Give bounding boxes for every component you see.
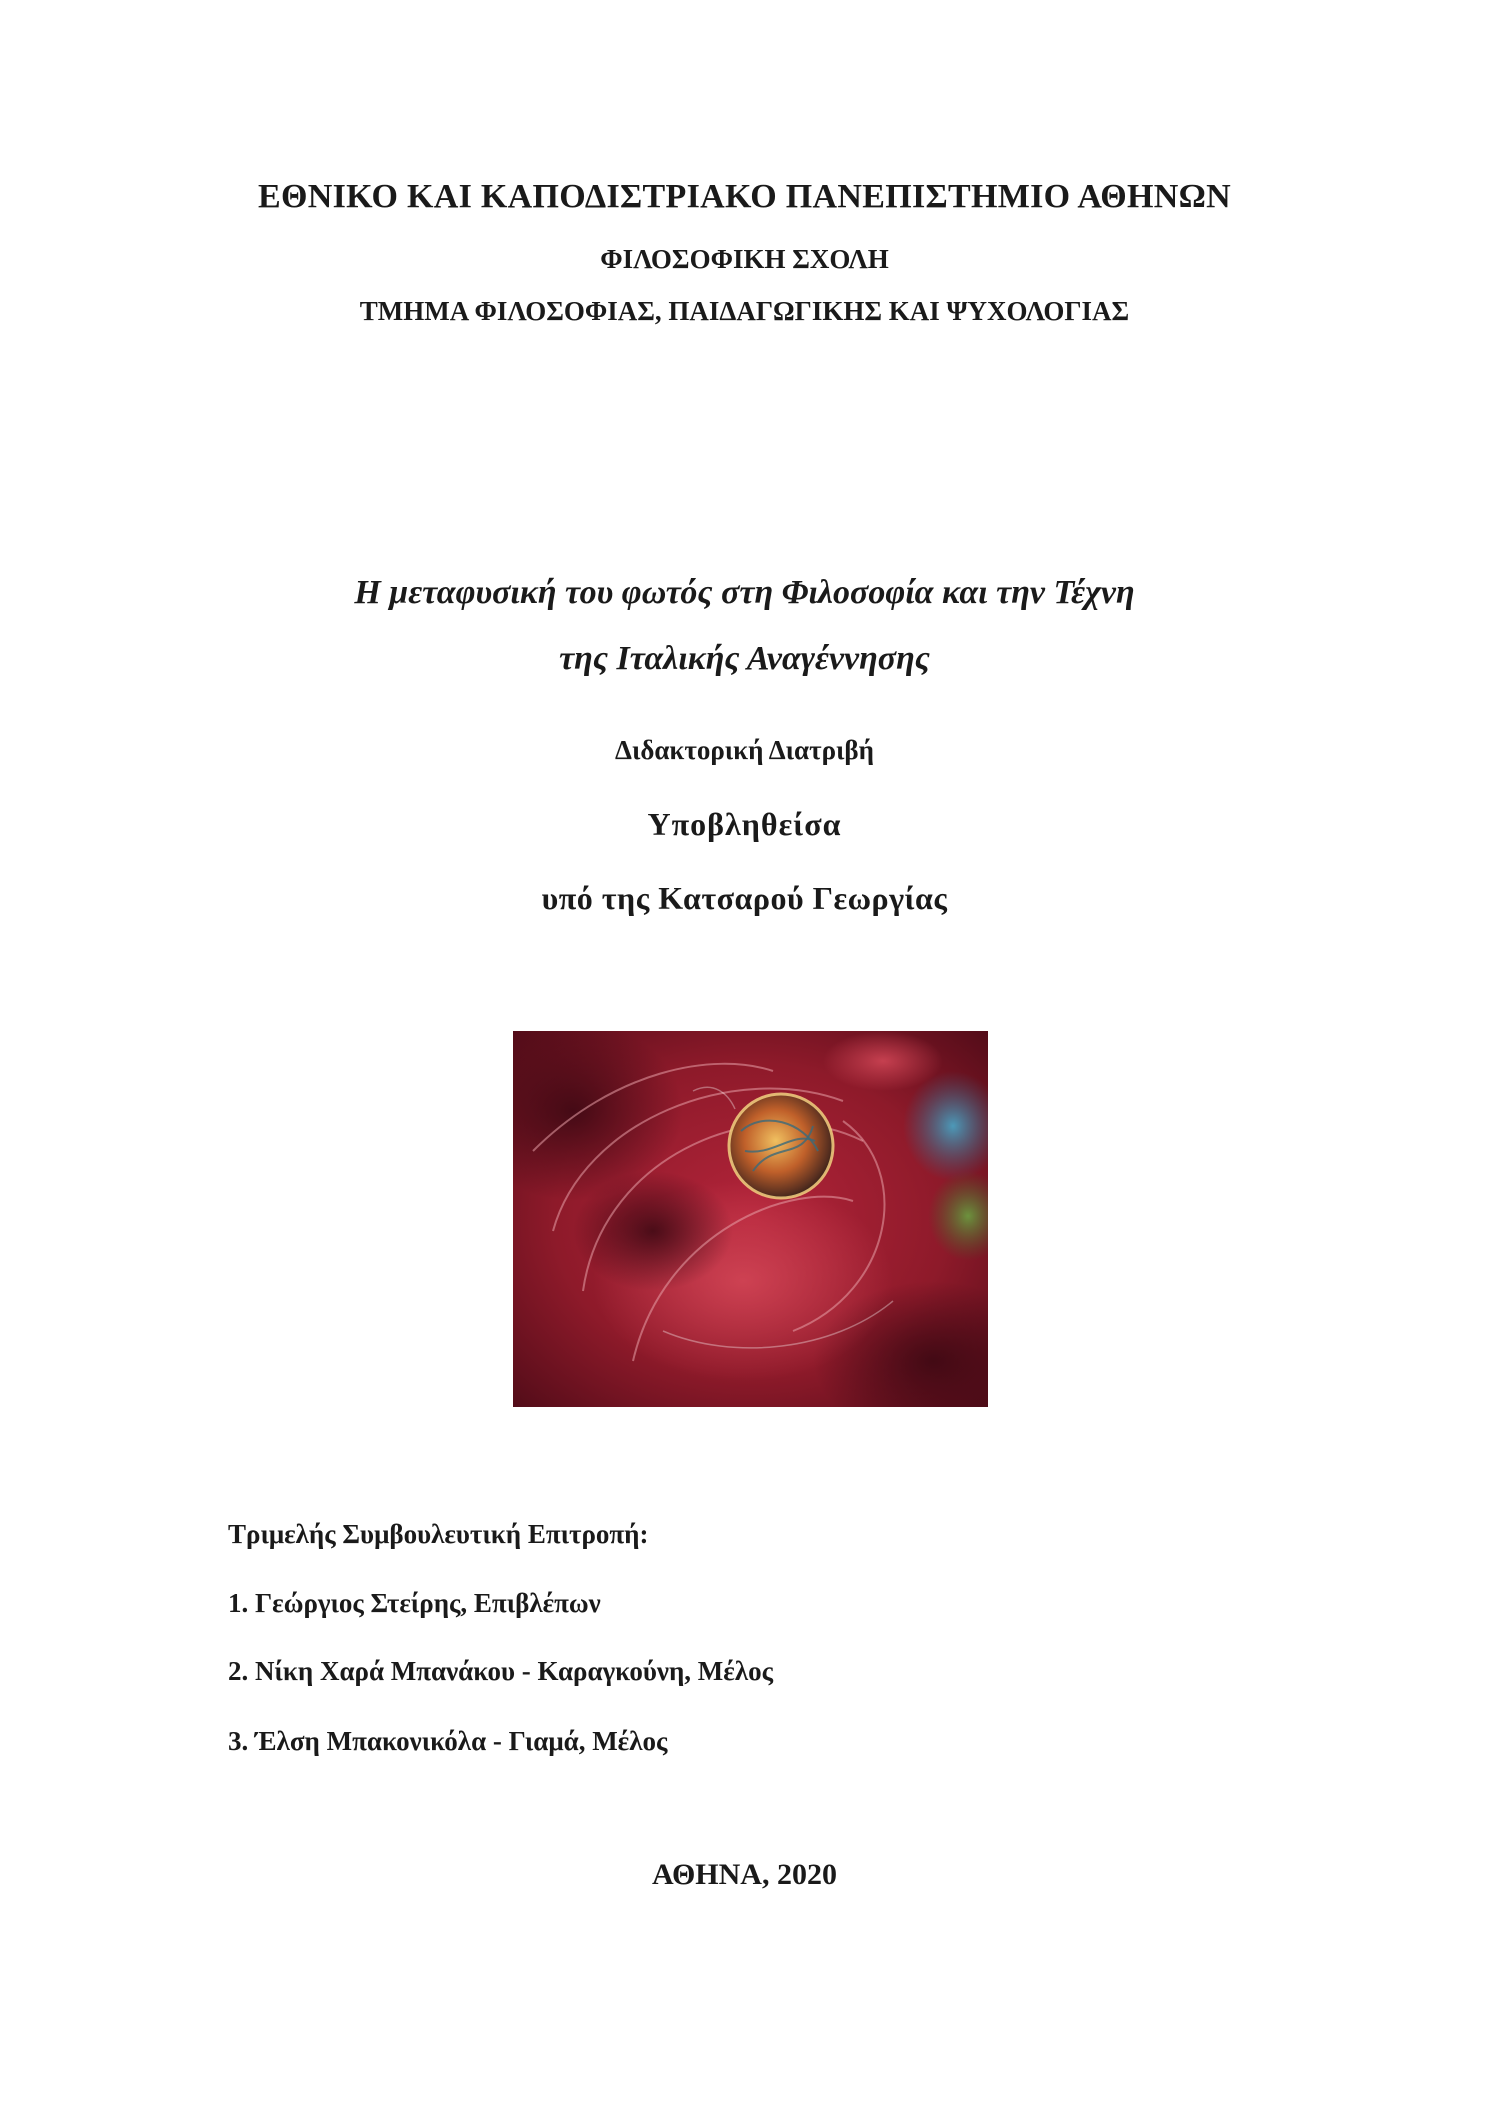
university-name: ΕΘΝΙΚΟ ΚΑΙ ΚΑΠΟΔΙΣΤΡΙΑΚΟ ΠΑΝΕΠΙΣΤΗΜΙΟ ΑΘΗΝΩΝ — [258, 178, 1231, 215]
thesis-title-line-1: Η μεταφυσική του φωτός στη Φιλοσοφία και την Τέχνη — [354, 574, 1135, 611]
committee-member-3: 3. Έλση Μπακονικόλα - Γιαμά, Μέλος — [228, 1726, 668, 1756]
thesis-title-line-2: της Ιταλικής Αναγέννησης — [559, 640, 930, 677]
document-type: Διδακτορική Διατριβή — [615, 735, 874, 765]
submitted-label: Υποβληθείσα — [647, 806, 842, 842]
committee-member-2: 2. Νίκη Χαρά Μπανάκου - Καραγκούνη, Μέλος — [228, 1656, 773, 1686]
author-line: υπό της Κατσαρού Γεωργίας — [541, 880, 948, 916]
abstract-painting-image — [513, 1031, 988, 1407]
school-name: ΦΙΛΟΣΟΦΙΚΗ ΣΧΟΛΗ — [600, 244, 889, 274]
committee-member-1: 1. Γεώργιος Στείρης, Επιβλέπων — [228, 1588, 601, 1618]
committee-title: Τριμελής Συμβουλευτική Επιτροπή: — [228, 1519, 649, 1549]
department-name: ΤΜΗΜΑ ΦΙΛΟΣΟΦΙΑΣ, ΠΑΙΔΑΓΩΓΙΚΗΣ ΚΑΙ ΨΥΧΟΛΟΓΙΑΣ — [359, 296, 1130, 326]
cover-painting — [513, 1031, 988, 1407]
place-and-year: ΑΘΗΝΑ, 2020 — [652, 1858, 837, 1891]
